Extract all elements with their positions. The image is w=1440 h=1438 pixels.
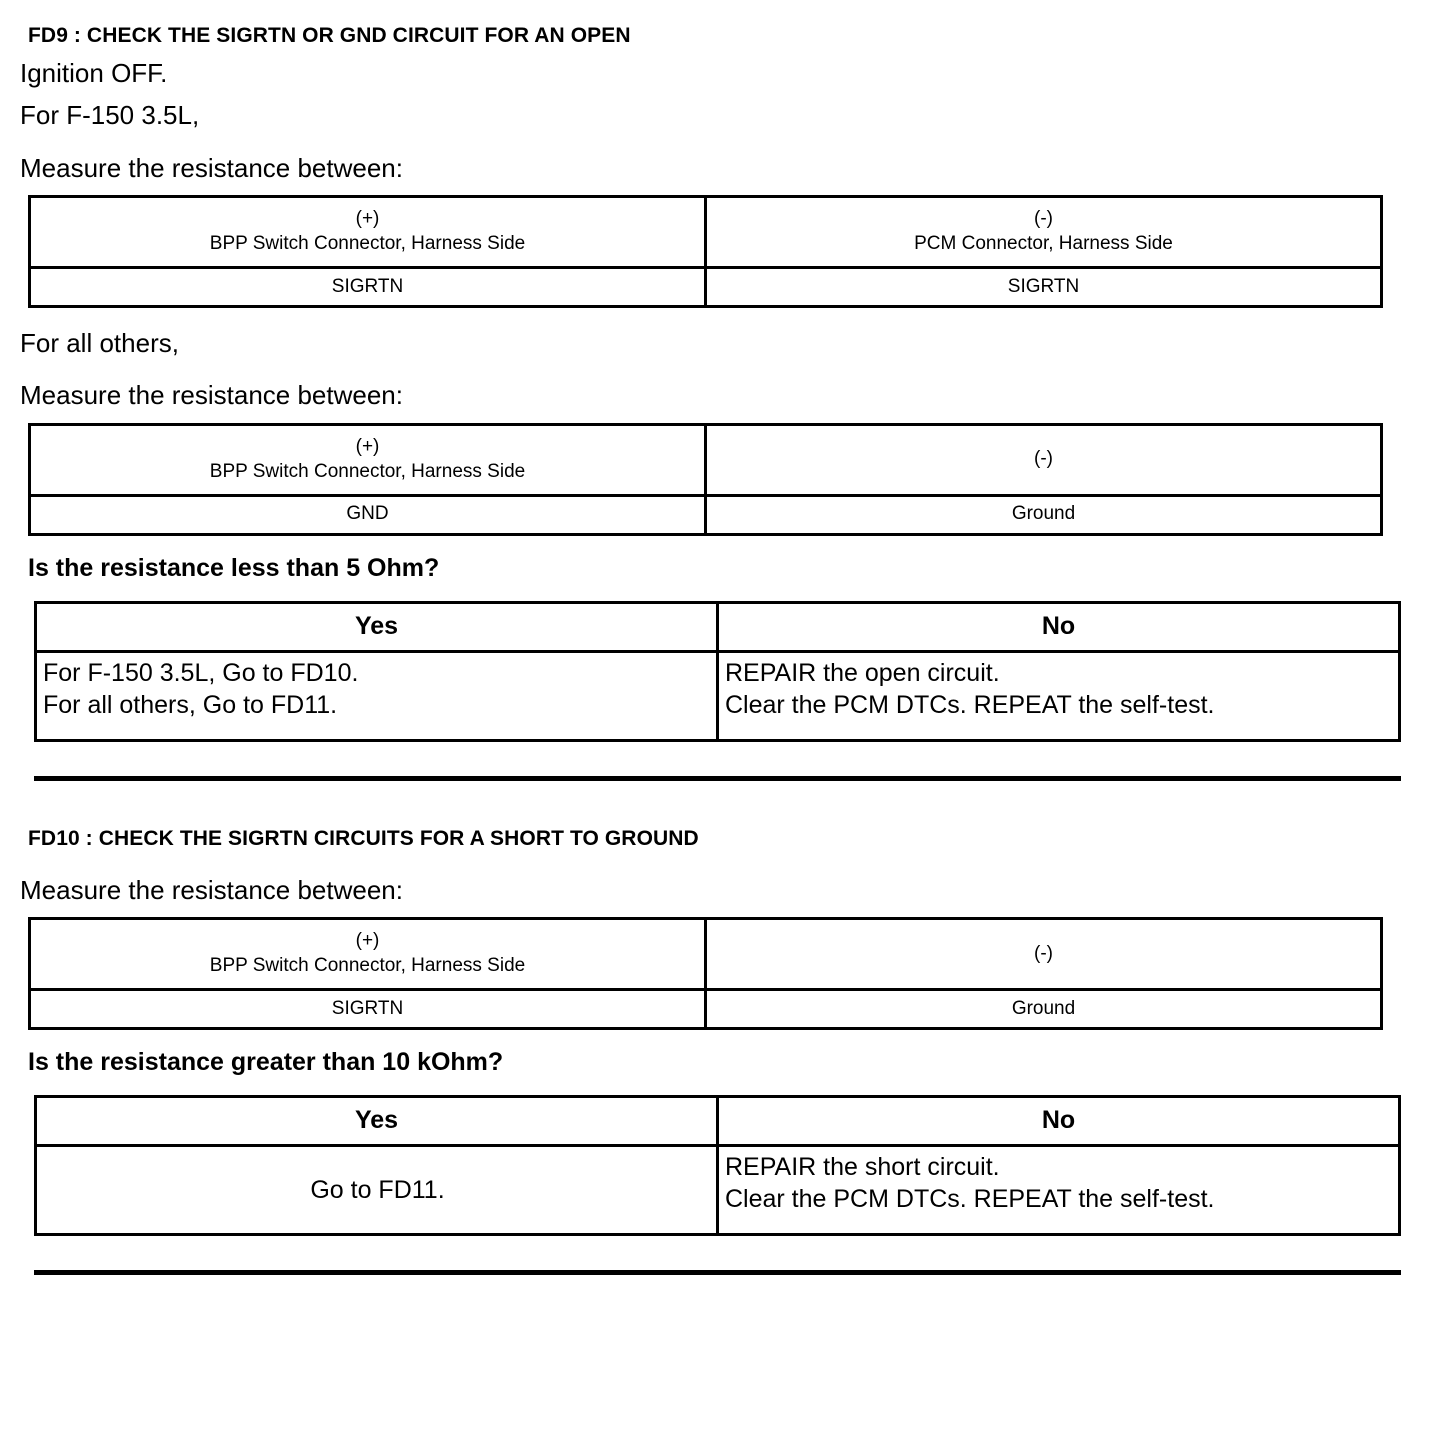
no-action-line: Clear the PCM DTCs. REPEAT the self-test. [725,691,1215,720]
measurement-table-fd9-2 [28,423,1383,536]
measure-label-1: Measure the resistance between: [20,874,403,905]
question-fd9: Is the resistance less than 5 Ohm? [28,553,440,582]
instruction-for-all-others: For all others, [20,327,179,358]
no-header: No [718,602,1400,651]
table-row [30,495,1382,534]
negative-pin-value: SIGRTN [706,267,1382,306]
positive-pin-value: GND [30,495,706,534]
instruction-for-f150: For F-150 3.5L, [20,100,200,131]
table-row [30,918,1382,989]
yes-action-cell [36,651,718,740]
instruction-ignition-off: Ignition OFF. [20,58,168,88]
positive-connector-label: BPP Switch Connector, Harness Side [209,232,526,254]
step-heading-fd9: FD9 : CHECK THE SIGRTN OR GND CIRCUIT FOR AN OPEN [28,24,631,47]
negative-header-cell [706,918,1382,989]
no-action-line: Clear the PCM DTCs. REPEAT the self-test. [725,1185,1215,1214]
table-row [36,1096,1400,1145]
measure-label-2: Measure the resistance between: [20,380,403,411]
positive-connector-label: BPP Switch Connector, Harness Side [209,460,526,482]
yes-action-line: For F-150 3.5L, Go to FD10. [43,658,359,687]
no-action-cell [718,1145,1400,1234]
yes-header: Yes [36,1096,718,1145]
negative-polarity-label: (-) [1034,208,1053,230]
positive-header-cell [30,196,706,267]
no-header: No [718,1096,1400,1145]
table-row [30,989,1382,1028]
measure-label-1: Measure the resistance between: [20,152,403,183]
negative-pin-value: Ground [706,989,1382,1028]
negative-polarity-label: (-) [1034,448,1053,470]
negative-header-cell [706,196,1382,267]
table-row [36,1145,1400,1234]
yes-header: Yes [36,602,718,651]
negative-header-cell [706,424,1382,495]
no-action-line: REPAIR the short circuit. [725,1152,1000,1181]
table-row [30,196,1382,267]
table-row [36,602,1400,651]
positive-connector-label: BPP Switch Connector, Harness Side [209,954,526,976]
section-divider [34,1270,1401,1275]
step-heading-fd10: FD10 : CHECK THE SIGRTN CIRCUITS FOR A SHORT TO GROUND [28,826,699,850]
table-row [36,651,1400,740]
measurement-table-fd9-1 [28,195,1383,308]
positive-polarity-label: (+) [355,435,380,457]
positive-pin-value: SIGRTN [30,267,706,306]
measurement-table-fd10-1 [28,917,1383,1030]
section-fd10 [20,827,1388,1275]
no-action-line: REPAIR the open circuit. [725,658,1000,687]
yes-action-cell [36,1145,718,1234]
table-row [30,267,1382,306]
yes-action-line: For all others, Go to FD11. [43,691,338,720]
table-row [30,424,1382,495]
positive-header-cell [30,918,706,989]
section-fd9 [20,24,1388,781]
decision-table-fd10 [34,1095,1401,1236]
decision-table-fd9 [34,601,1401,742]
no-action-cell [718,651,1400,740]
positive-polarity-label: (+) [355,930,380,952]
negative-connector-label: PCM Connector, Harness Side [914,232,1173,254]
positive-polarity-label: (+) [355,208,380,230]
negative-pin-value: Ground [706,495,1382,534]
question-fd10: Is the resistance greater than 10 kOhm? [28,1047,504,1076]
positive-pin-value: SIGRTN [30,989,706,1028]
negative-polarity-label: (-) [1034,942,1053,964]
positive-header-cell [30,424,706,495]
yes-action-line: Go to FD11. [310,1175,445,1204]
